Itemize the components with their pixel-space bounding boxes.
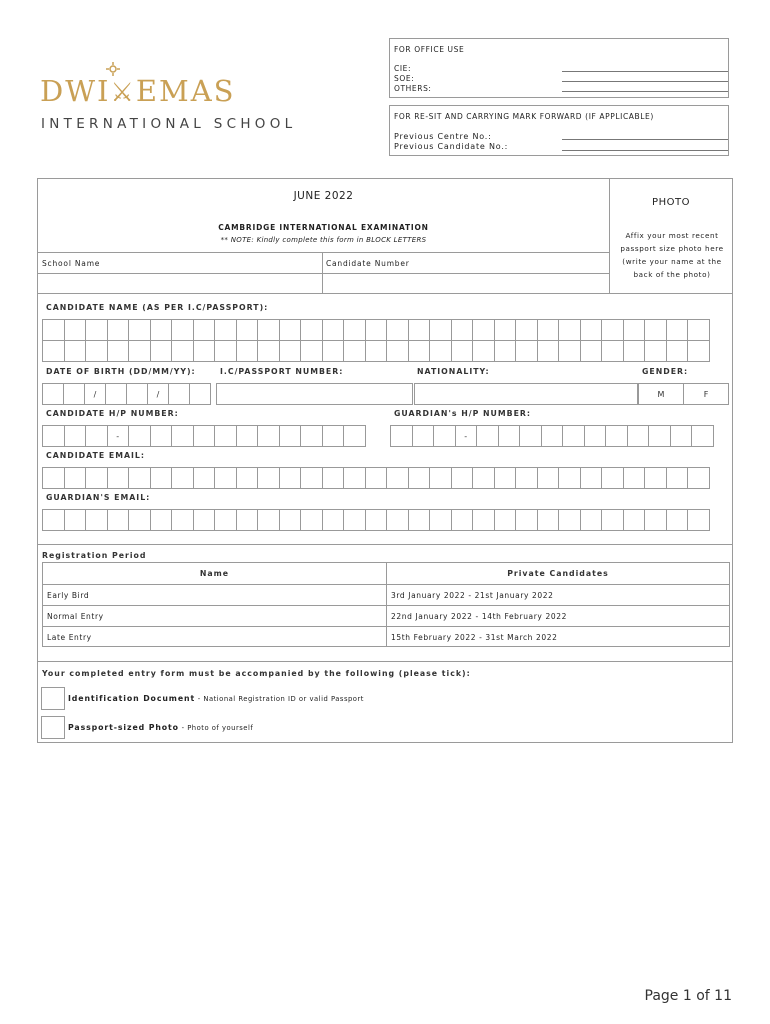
input-cell[interactable]	[623, 340, 646, 362]
dob-sep2: /	[147, 383, 169, 405]
gender-label: GENDER:	[642, 367, 689, 376]
separator-cell: -	[107, 425, 130, 447]
input-cell[interactable]	[322, 425, 345, 447]
input-cell[interactable]	[408, 319, 431, 341]
dob-label: DATE OF BIRTH (DD/MM/YY):	[46, 367, 196, 376]
cie-line[interactable]	[562, 71, 728, 72]
input-cell[interactable]	[64, 340, 87, 362]
photo-title: PHOTO	[652, 197, 690, 208]
dob-sep1: /	[84, 383, 106, 405]
input-cell[interactable]	[648, 425, 671, 447]
input-cell[interactable]	[214, 340, 237, 362]
page-number: Page 1 of 11	[644, 988, 732, 1004]
input-cell[interactable]	[666, 319, 689, 341]
input-cell[interactable]	[257, 425, 280, 447]
guardian-hp-input[interactable]	[390, 425, 713, 447]
guardian-hp-label: GUARDIAN's H/P NUMBER:	[394, 409, 532, 418]
input-cell[interactable]	[666, 467, 689, 489]
input-cell[interactable]	[64, 319, 87, 341]
input-cell[interactable]	[605, 425, 628, 447]
input-cell[interactable]	[584, 425, 607, 447]
input-cell[interactable]	[429, 319, 452, 341]
input-cell[interactable]	[214, 509, 237, 531]
input-cell[interactable]	[279, 340, 302, 362]
input-cell[interactable]	[429, 509, 452, 531]
hp-label: CANDIDATE H/P NUMBER:	[46, 409, 179, 418]
input-cell[interactable]	[42, 467, 65, 489]
candidate-name-row2[interactable]	[42, 340, 709, 362]
input-cell[interactable]	[386, 319, 409, 341]
candidate-number-label: Candidate Number	[326, 259, 410, 268]
table-row: Normal Entry	[47, 612, 104, 621]
input-cell[interactable]	[171, 509, 194, 531]
input-cell[interactable]	[691, 425, 714, 447]
input-cell[interactable]	[236, 340, 259, 362]
input-cell[interactable]	[386, 509, 409, 531]
input-cell[interactable]	[601, 319, 624, 341]
input-cell[interactable]	[408, 467, 431, 489]
input-cell[interactable]	[42, 425, 65, 447]
input-cell[interactable]	[558, 509, 581, 531]
input-cell[interactable]	[537, 340, 560, 362]
soe-line[interactable]	[562, 81, 728, 82]
table-row: 15th February 2022 - 31st March 2022	[391, 633, 558, 642]
input-cell[interactable]	[300, 467, 323, 489]
input-cell[interactable]	[494, 509, 517, 531]
input-cell[interactable]	[214, 467, 237, 489]
input-cell[interactable]	[107, 509, 130, 531]
input-cell[interactable]	[580, 467, 603, 489]
input-cell[interactable]	[300, 340, 323, 362]
gender-input[interactable]	[638, 383, 728, 405]
ic-label: I.C/PASSPORT NUMBER:	[220, 367, 344, 376]
dob-input[interactable]	[42, 383, 210, 405]
input-cell[interactable]	[541, 425, 564, 447]
input-cell[interactable]	[644, 509, 667, 531]
input-cell[interactable]	[150, 425, 173, 447]
id-document-checkbox[interactable]	[41, 687, 65, 710]
input-cell[interactable]	[85, 340, 108, 362]
nationality-label: NATIONALITY:	[417, 367, 490, 376]
input-cell[interactable]	[365, 340, 388, 362]
input-cell[interactable]	[644, 467, 667, 489]
input-cell[interactable]	[64, 509, 87, 531]
input-cell[interactable]	[494, 319, 517, 341]
school-name-label: School Name	[42, 259, 101, 268]
input-cell[interactable]	[386, 467, 409, 489]
prev-candidate-line[interactable]	[562, 150, 728, 151]
photo-box	[609, 179, 733, 294]
input-cell[interactable]	[107, 340, 130, 362]
input-cell[interactable]	[515, 340, 538, 362]
input-cell[interactable]	[472, 319, 495, 341]
input-cell[interactable]	[558, 467, 581, 489]
prev-centre-label: Previous Centre No.:	[394, 132, 492, 141]
input-cell[interactable]	[472, 509, 495, 531]
others-line[interactable]	[562, 91, 728, 92]
input-cell[interactable]	[64, 425, 87, 447]
photo-checkbox[interactable]	[41, 716, 65, 739]
input-cell[interactable]	[279, 319, 302, 341]
input-cell[interactable]	[150, 467, 173, 489]
input-cell[interactable]	[193, 509, 216, 531]
input-cell[interactable]	[451, 340, 474, 362]
input-cell[interactable]	[257, 340, 280, 362]
email-input[interactable]	[42, 467, 709, 489]
input-cell[interactable]	[623, 467, 646, 489]
input-cell[interactable]	[85, 509, 108, 531]
input-cell[interactable]	[300, 425, 323, 447]
input-cell[interactable]	[472, 467, 495, 489]
input-cell[interactable]	[627, 425, 650, 447]
photo-line1: Affix your most recent	[625, 231, 719, 240]
input-cell[interactable]	[300, 319, 323, 341]
input-cell[interactable]	[644, 319, 667, 341]
resit-title: FOR RE-SIT AND CARRYING MARK FORWARD (IF APPLICABLE)	[394, 112, 654, 121]
input-cell[interactable]	[408, 509, 431, 531]
nationality-input[interactable]	[414, 383, 638, 405]
input-cell[interactable]	[390, 425, 413, 447]
input-cell[interactable]	[343, 340, 366, 362]
input-cell[interactable]	[365, 467, 388, 489]
input-cell[interactable]	[343, 425, 366, 447]
input-cell[interactable]	[322, 319, 345, 341]
input-cell[interactable]	[494, 467, 517, 489]
col-name-header: Name	[199, 569, 230, 578]
office-cie-label: CIE:	[394, 64, 412, 73]
hp-input[interactable]	[42, 425, 365, 447]
school-name-input[interactable]	[38, 274, 322, 293]
input-cell[interactable]	[580, 340, 603, 362]
office-others-label: OTHERS:	[394, 84, 432, 93]
input-cell[interactable]	[236, 425, 259, 447]
photo-doc-desc: - Photo of yourself	[178, 724, 254, 732]
input-cell[interactable]	[687, 340, 710, 362]
input-cell[interactable]	[558, 319, 581, 341]
input-cell[interactable]	[171, 467, 194, 489]
registration-table	[42, 562, 730, 647]
input-cell[interactable]	[644, 340, 667, 362]
input-cell[interactable]	[42, 340, 65, 362]
input-cell[interactable]	[150, 509, 173, 531]
logo-kris-icon: ⚔	[110, 78, 136, 108]
input-cell[interactable]	[687, 319, 710, 341]
input-cell[interactable]	[214, 319, 237, 341]
input-cell[interactable]	[451, 509, 474, 531]
gender-f-option[interactable]: F	[683, 383, 729, 405]
photo-line3: (write your name at the	[622, 257, 722, 266]
input-cell[interactable]	[558, 340, 581, 362]
input-cell[interactable]	[236, 319, 259, 341]
input-cell[interactable]	[42, 509, 65, 531]
input-cell[interactable]	[429, 340, 452, 362]
input-cell[interactable]	[236, 467, 259, 489]
attachments-title: Your completed entry form must be accompanied by the following (please tick):	[42, 669, 471, 678]
input-cell[interactable]	[236, 509, 259, 531]
input-cell[interactable]	[451, 319, 474, 341]
input-cell[interactable]	[128, 340, 151, 362]
photo-line2: passport size photo here	[620, 244, 724, 253]
input-cell[interactable]	[257, 509, 280, 531]
input-cell[interactable]	[472, 340, 495, 362]
input-cell[interactable]	[365, 509, 388, 531]
prev-centre-line[interactable]	[562, 139, 728, 140]
input-cell[interactable]	[687, 509, 710, 531]
session-title: JUNE 2022	[293, 190, 354, 202]
input-cell[interactable]	[279, 467, 302, 489]
input-cell[interactable]	[107, 319, 130, 341]
input-cell[interactable]	[666, 340, 689, 362]
logo-subtitle: INTERNATIONAL SCHOOL	[41, 116, 297, 132]
input-cell[interactable]	[666, 509, 689, 531]
logo-brand-right: EMAS	[135, 74, 236, 108]
main-form	[37, 178, 733, 743]
candidate-number-input[interactable]	[323, 274, 609, 293]
note-text: ** NOTE: Kindly complete this form in BLOCK LETTERS	[220, 236, 427, 244]
table-row: 22nd January 2022 - 14th February 2022	[391, 612, 567, 621]
input-cell[interactable]	[537, 319, 560, 341]
guardian-email-input[interactable]	[42, 509, 709, 531]
input-cell[interactable]	[171, 319, 194, 341]
input-cell[interactable]	[515, 319, 538, 341]
input-cell[interactable]	[515, 509, 538, 531]
input-cell[interactable]	[322, 340, 345, 362]
office-use-box	[389, 38, 729, 98]
input-cell[interactable]	[451, 467, 474, 489]
input-cell[interactable]	[386, 340, 409, 362]
input-cell[interactable]	[150, 319, 173, 341]
input-cell[interactable]	[343, 319, 366, 341]
input-cell[interactable]	[300, 509, 323, 531]
email-label: CANDIDATE EMAIL:	[46, 451, 146, 460]
input-cell[interactable]	[601, 340, 624, 362]
input-cell[interactable]	[193, 319, 216, 341]
input-cell[interactable]	[412, 425, 435, 447]
input-cell[interactable]	[193, 467, 216, 489]
registration-title: Registration Period	[42, 551, 147, 560]
input-cell[interactable]	[42, 319, 65, 341]
input-cell[interactable]	[343, 509, 366, 531]
input-cell[interactable]	[580, 319, 603, 341]
input-cell[interactable]	[562, 425, 585, 447]
input-cell[interactable]	[85, 425, 108, 447]
input-cell[interactable]	[171, 425, 194, 447]
table-row: Early Bird	[47, 591, 90, 600]
candidate-name-row1[interactable]	[42, 319, 709, 341]
input-cell[interactable]	[623, 509, 646, 531]
input-cell[interactable]	[150, 340, 173, 362]
col-private-header: Private Candidates	[507, 569, 609, 578]
input-cell[interactable]	[64, 467, 87, 489]
input-cell[interactable]	[322, 509, 345, 531]
input-cell[interactable]	[601, 467, 624, 489]
input-cell[interactable]	[257, 467, 280, 489]
input-cell[interactable]	[128, 425, 151, 447]
photo-line4: back of the photo)	[633, 270, 711, 279]
input-cell[interactable]	[279, 509, 302, 531]
school-logo	[40, 62, 297, 134]
separator-cell: -	[455, 425, 478, 447]
photo-doc-label: Passport-sized Photo	[68, 723, 179, 732]
input-cell[interactable]	[476, 425, 499, 447]
input-cell[interactable]	[85, 319, 108, 341]
input-cell[interactable]	[193, 425, 216, 447]
input-cell[interactable]	[537, 509, 560, 531]
candidate-name-label: CANDIDATE NAME (AS PER I.C/PASSPORT):	[46, 303, 269, 312]
logo-brand-left: DWI	[40, 74, 111, 108]
input-cell[interactable]	[494, 340, 517, 362]
input-cell[interactable]	[601, 509, 624, 531]
input-cell[interactable]	[257, 319, 280, 341]
office-soe-label: SOE:	[394, 74, 415, 83]
input-cell[interactable]	[408, 340, 431, 362]
table-row: Late Entry	[47, 633, 92, 642]
input-cell[interactable]	[128, 509, 151, 531]
input-cell[interactable]	[515, 467, 538, 489]
exam-title: CAMBRIDGE INTERNATIONAL EXAMINATION	[218, 223, 429, 232]
input-cell[interactable]	[343, 467, 366, 489]
resit-box	[389, 105, 729, 156]
gender-m-option[interactable]: M	[638, 383, 684, 405]
input-cell[interactable]	[670, 425, 693, 447]
input-cell[interactable]	[322, 467, 345, 489]
id-document-desc: - National Registration ID or valid Passport	[195, 695, 364, 703]
input-cell[interactable]	[429, 467, 452, 489]
input-cell[interactable]	[519, 425, 542, 447]
office-use-title: FOR OFFICE USE	[394, 45, 465, 54]
input-cell[interactable]	[279, 425, 302, 447]
input-cell[interactable]	[107, 467, 130, 489]
input-cell[interactable]	[498, 425, 521, 447]
input-cell[interactable]	[365, 319, 388, 341]
table-row: 3rd January 2022 - 21st January 2022	[391, 591, 554, 600]
input-cell[interactable]	[623, 319, 646, 341]
input-cell[interactable]	[85, 467, 108, 489]
input-cell[interactable]	[171, 340, 194, 362]
guardian-email-label: GUARDIAN'S EMAIL:	[46, 493, 151, 502]
prev-candidate-label: Previous Candidate No.:	[394, 142, 509, 151]
id-document-label: Identification Document	[68, 694, 196, 703]
input-cell[interactable]	[433, 425, 456, 447]
input-cell[interactable]	[128, 467, 151, 489]
ic-input[interactable]	[216, 383, 413, 405]
input-cell[interactable]	[580, 509, 603, 531]
input-cell[interactable]	[687, 467, 710, 489]
input-cell[interactable]	[193, 340, 216, 362]
input-cell[interactable]	[214, 425, 237, 447]
input-cell[interactable]	[128, 319, 151, 341]
input-cell[interactable]	[537, 467, 560, 489]
